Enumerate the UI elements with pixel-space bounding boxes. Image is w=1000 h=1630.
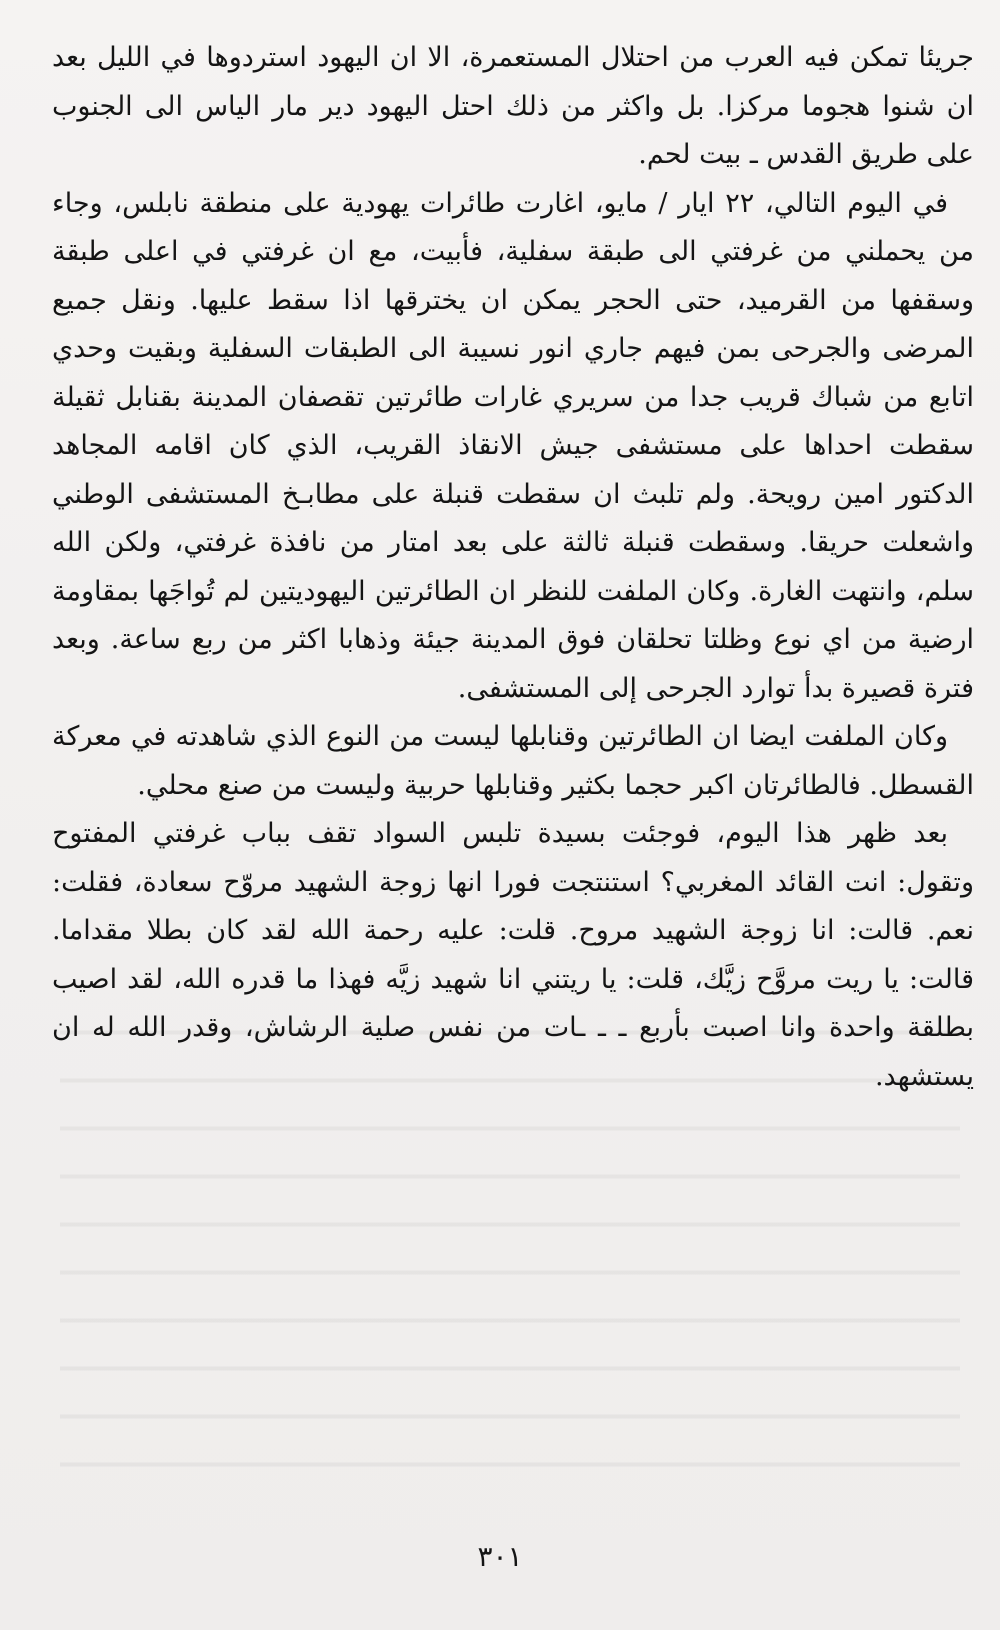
paragraph: وكان الملفت ايضا ان الطائرتين وقنابلها ليست من النوع الذي شاهدته في معركة القسطل. فالطائرتان اكبر حجما بكثير وقنابلها حربية وليست من صنع محلي.: [52, 721, 974, 801]
paragraph: بعد ظهر هذا اليوم، فوجئت بسيدة تلبس السواد تقف بباب غرفتي المفتوح وتقول: انت القائد المغربي؟ استنتجت فورا انها زوجة الشهيد مروّح سعادة، فقلت: نعم. قالت: انا زوجة الشهيد مروح. قلت: عليه رحمة الله لقد كان بطلا مقداما. قالت: يا ريت مروَّح زيَّك، قلت: يا ريتني انا شهيد زيَّه فهذا ما قدره الله، لقد اصيب بطلقة واحدة وانا اصبت بأربع ـ ـ ـات من نفس صلية الرشاش، وقدر الله له ان يستشهد.: [52, 818, 974, 1092]
paragraph: في اليوم التالي، ٢٢ ايار / مايو، اغارت طائرات يهودية على منطقة نابلس، وجاء من يحملني من غرفتي الى طبقة سفلية، فأبيت، مع ان غرفتي في اعلى طبقة وسقفها من القرميد، حتى الحجر يمكن ان يخترقها اذا سقط عليها. ونقل جميع المرضى والجرحى بمن فيهم جاري انور نسيبة الى الطبقات السفلية وبقيت وحدي اتابع من شباك قريب جدا من سريري غارات طائرتين تقصفان المدينة بقنابل ثقيلة سقطت احداها على مستشفى جيش الانقاذ القريب، الذي كان اقامه المجاهد الدكتور امين رويحة. ولم تلبث ان سقطت قنبلة على مطابـخ المستشفى الوطني واشعلت حريقا. وسقطت قنبلة ثالثة على بعد امتار من نافذة غرفتي، ولكن الله سلم، وانتهت الغارة. وكان الملفت للنظر ان الطائرتين اليهوديتين لم تُواجَها بمقاومة ارضية من اي نوع وظلتا تحلقان فوق المدينة جيئة وذهابا اكثر من ربع ساعة. وبعد فترة قصيرة بدأ توارد الجرحى إلى المستشفى.: [52, 187, 974, 704]
paragraph: جريئا تمكن فيه العرب من احتلال المستعمرة، الا ان اليهود استردوها في الليل بعد ان شنوا هجوما مركزا. بل واكثر من ذلك احتل اليهود دير مار الياس الى الجنوب على طريق القدس ـ بيت لحم.: [52, 42, 974, 170]
page-number: ٣٠١: [477, 1540, 523, 1573]
body-text: [52, 34, 974, 1101]
